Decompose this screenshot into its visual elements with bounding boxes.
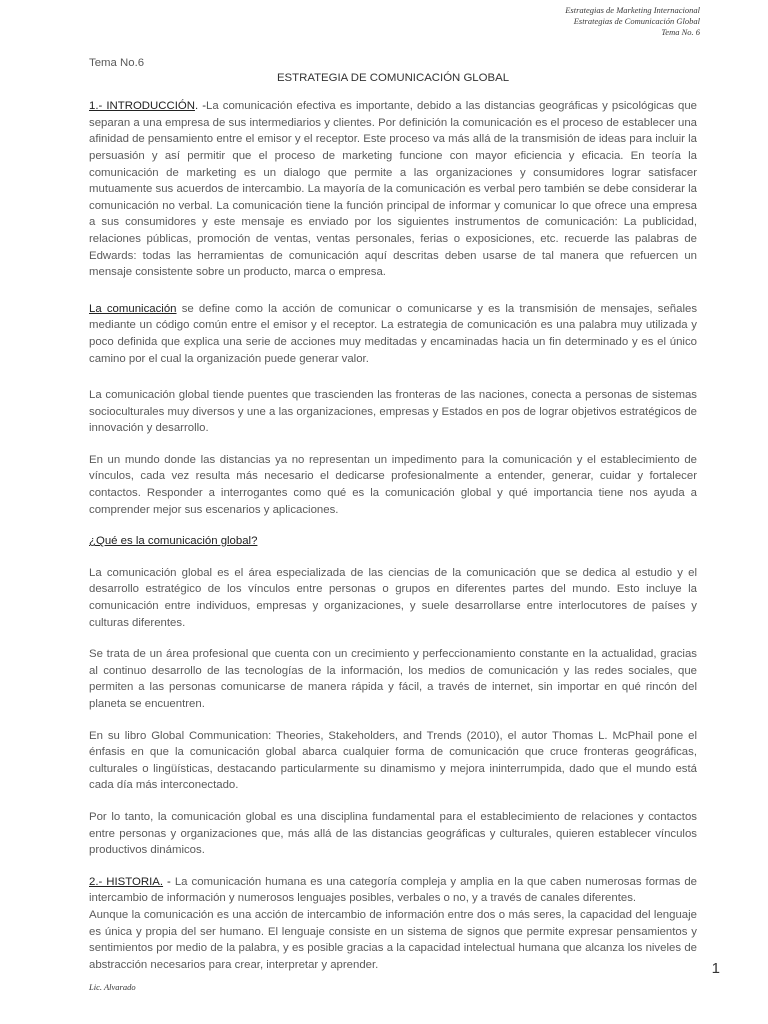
header-course: Estrategias de Marketing Internacional [565, 5, 700, 15]
definition-paragraph [89, 301, 697, 367]
header-subject: Estrategias de Comunicación Global [573, 16, 700, 26]
document-body [89, 55, 697, 973]
what-paragraph-1: La comunicación global es el área especializada de las ciencias de la comunicación que se dedica al estudio y el desarrollo estratégico de los vínculos entre personas o grupos en diferentes partes del mundo. Esto incluye la comunicación entre individuos, empresas y organizaciones, y suele desarrollarse entre interlocutores de países y culturas diferentes. [89, 566, 697, 629]
footer-author: Lic. Alvarado [89, 982, 136, 992]
intro-heading: 1.- INTRODUCCIÓN [89, 100, 195, 113]
history-text-1: La comunicación humana es una categoría compleja y amplia en la que caben numerosas formas de intercambio de información y numerosos lenguajes posibles, verbales o no, y a través de canales diferentes. [89, 875, 698, 905]
definition-term: La comunicación [89, 302, 177, 315]
topic-label: Tema No.6 [89, 57, 145, 69]
what-paragraph-3: En su libro Global Communication: Theories, Stakeholders, and Trends (2010), el autor Thomas L. McPhail pone el énfasis en que la comunicación global abarca cualquier forma de comunicación que cruce fronteras geográficas, culturales o lingüísticas, destacando particularmente su dinamismo y mejora ininterrumpida, dado que el mundo está cada día más interconectado. [89, 729, 697, 792]
definition-text: se define como la acción de comunicar o comunicarse y es la transmisión de mensajes, señales mediante un código común entre el emisor y el receptor. La estrategia de comunicación es una palabra muy utilizada y poco definida que explica una serie de acciones muy meditadas y encaminadas hacia un fin determinado y es el único camino por el cual la organización puede generar valor. [89, 302, 698, 365]
history-heading: 2.- HISTORIA. [89, 875, 164, 888]
what-paragraph-4: Por lo tanto, la comunicación global es una disciplina fundamental para el establecimiento de relaciones y contactos entre personas y organizaciones que, más allá de las distancias geográficas y culturales, quieren establecer vínculos productivos dinámicos. [89, 810, 697, 857]
intro-separator: . - [194, 100, 207, 113]
what-paragraph-2: Se trata de un área profesional que cuenta con un crecimiento y perfeccionamiento constante en la actualidad, gracias al continuo desarrollo de las tecnologías de la información, los medios de comunicación y las redes sociales, que permiten a las personas comunicarse de manera rápida y fácil, a través de internet, sin importar en qué rincón del planeta se encuentren. [89, 648, 697, 710]
global-paragraph-1: La comunicación global tiende puentes que trascienden las fronteras de las naciones, conecta a personas de sistemas socioculturales muy diversos y une a las organizaciones, empresas y Estados en pos de lograr objetivos estratégicos de innovación y desarrollo. [89, 389, 697, 435]
global-paragraph-2: En un mundo donde las distancias ya no representan un impedimento para la comunicación y el establecimiento de vínculos, cada vez resulta más necesario el dedicarse profesionalmente a entender, generar, cuidar y fortalecer contactos. Responder a interrogantes como qué es la comunicación global y qué importancia tiene nos ayuda a comprender mejor sus escenarios y aplicaciones. [89, 453, 697, 516]
running-header [565, 5, 700, 38]
history-paragraph [89, 874, 697, 907]
history-separator: - [163, 875, 175, 888]
intro-text: La comunicación efectiva es importante, debido a las distancias geográficas y psicológicas que separan a una empresa de sus intermediarios y clientes. Por definición la comunicación es el proceso de establecer una afinidad de pensamiento entre el emisor y el receptor. Este proceso va más allá de la transmisión de ideas para incluir la persuasión y así permitir que el proceso de marketing funcione con mayor eficiencia y eficacia. En teoría la comunicación de marketing es un dialogo que permite a las organizaciones y consumidores lograr satisfacer mutuamente sus acuerdos de intercambio. La mayoría de la comunicación es verbal pero también se debe considerar la comunicación no verbal. La comunicación tiene la función principal de informar y comunicar lo que ofrece una empresa a sus consumidores y este mensaje es enviado por los siguientes instrumentos de comunicación: La publicidad, relaciones públicas, promoción de ventas, ventas personales, ferias o exposiciones, etc. recuerde las palabras de Edwards: todas las herramientas de comunicación aquí descritas deben usarse de tal manera que refuercen un mensaje consistente sobre un producto, marca o empresa. [89, 100, 697, 279]
header-topic: Tema No. 6 [661, 27, 700, 37]
document-title: ESTRATEGIA DE COMUNICACIÓN GLOBAL [276, 71, 510, 84]
question-heading: ¿Qué es la comunicación global? [89, 535, 258, 548]
history-paragraph-2: Aunque la comunicación es una acción de intercambio de información entre dos o más seres, la capacidad del lenguaje es única y propia del ser humano. El lenguaje consiste en un sistema de signos que permite expresar pensamientos y sentimientos por medio de la palabra, y es posible gracias a la capacidad intelectual humana que alcanza los niveles de abstracción necesarios para crear, interpretar y aprender. [89, 908, 697, 971]
page-number: 1 [711, 960, 720, 977]
intro-paragraph [89, 98, 697, 281]
